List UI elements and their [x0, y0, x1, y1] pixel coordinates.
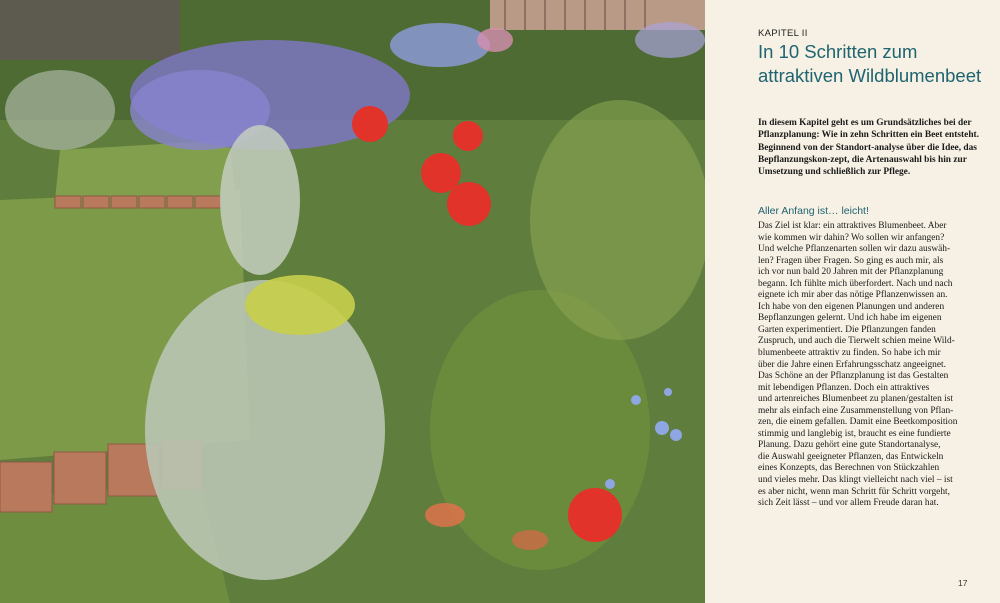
- body-line: Planung. Dazu gehört eine gute Standortanalyse,: [758, 440, 941, 451]
- body-line: sich Zeit lässt – und vor allem Freude daran hat.: [758, 498, 939, 509]
- intro-paragraph: In diesem Kapitel geht es um Grundsätzliches bei der Pflanzplanung: Wie in zehn Schritten ein Beet entsteht. Beginnend von der Standort-analyse über die Idee, das Bepflanzungskon-zept, die Artenauswahl bis hin zur Umsetzung und schließlich zur Pflege.: [758, 118, 980, 178]
- body-text: [758, 221, 984, 510]
- text-page: [705, 0, 1000, 603]
- body-line: ich vor nun bald 20 Jahren mit der Pflanzplanung: [758, 267, 944, 278]
- body-line: zen, die einem gefallen. Damit eine Beetkomposition: [758, 417, 958, 428]
- body-line: Garten experimentiert. Die Pflanzungen fanden: [758, 324, 936, 335]
- section-heading: Aller Anfang ist… leicht!: [758, 205, 869, 217]
- body-line: blumenbeete attraktiv zu finden. So habe ich mir: [758, 348, 941, 359]
- body-line: mit lebendigen Pflanzen. Doch ein attraktives: [758, 382, 930, 393]
- chapter-label: KAPITEL II: [758, 28, 808, 39]
- body-line: und artenreiches Blumenbeet zu planen/gestalten ist: [758, 394, 953, 405]
- body-line: stimmig und langlebig ist, braucht es eine fundierte: [758, 428, 951, 439]
- body-line: Das Schöne an der Pflanzplanung ist das Gestalten: [758, 371, 949, 382]
- body-line: eignete ich mir aber das nötige Pflanzenwissen an.: [758, 290, 948, 301]
- body-line: Das Ziel ist klar: ein attraktives Blumenbeet. Aber: [758, 221, 947, 231]
- body-line: und vieles mehr. Das klingt vielleicht nach viel – ist: [758, 475, 953, 486]
- body-line: die Auswahl geeigneter Pflanzen, das Entwickeln: [758, 451, 944, 462]
- body-line: len? Fragen über Fragen. So ging es auch mir, als: [758, 255, 944, 266]
- chapter-title: In 10 Schritten zum attraktiven Wildblumenbeet: [758, 41, 982, 86]
- body-line: eines Konzepts, das Berechnen von Stückzahlen: [758, 463, 940, 474]
- body-line: Und welche Pflanzenarten sollen wir dazu auswäh-: [758, 244, 951, 255]
- page-number: 17: [958, 578, 968, 588]
- body-line: begann. Ich fühlte mich überfordert. Nach und nach: [758, 278, 953, 289]
- body-line: mehr als einfach eine Zusammenstellung von Pflan-: [758, 405, 954, 416]
- body-line: es aber nicht, wenn man Schritt für Schritt vorgeht,: [758, 486, 950, 497]
- body-line: Zuspruch, und auch die Tierwelt schien meine Wild-: [758, 336, 955, 347]
- body-line: wie kommen wir dahin? Wo sollen wir anfangen?: [758, 232, 945, 243]
- body-line: Bepflanzungen gelernt. Und ich habe im eigenen: [758, 313, 942, 324]
- body-line: Ich habe von den eigenen Planungen und anderen: [758, 301, 945, 312]
- body-line: über die Jahre einen Erfahrungsschatz angeeignet.: [758, 359, 946, 370]
